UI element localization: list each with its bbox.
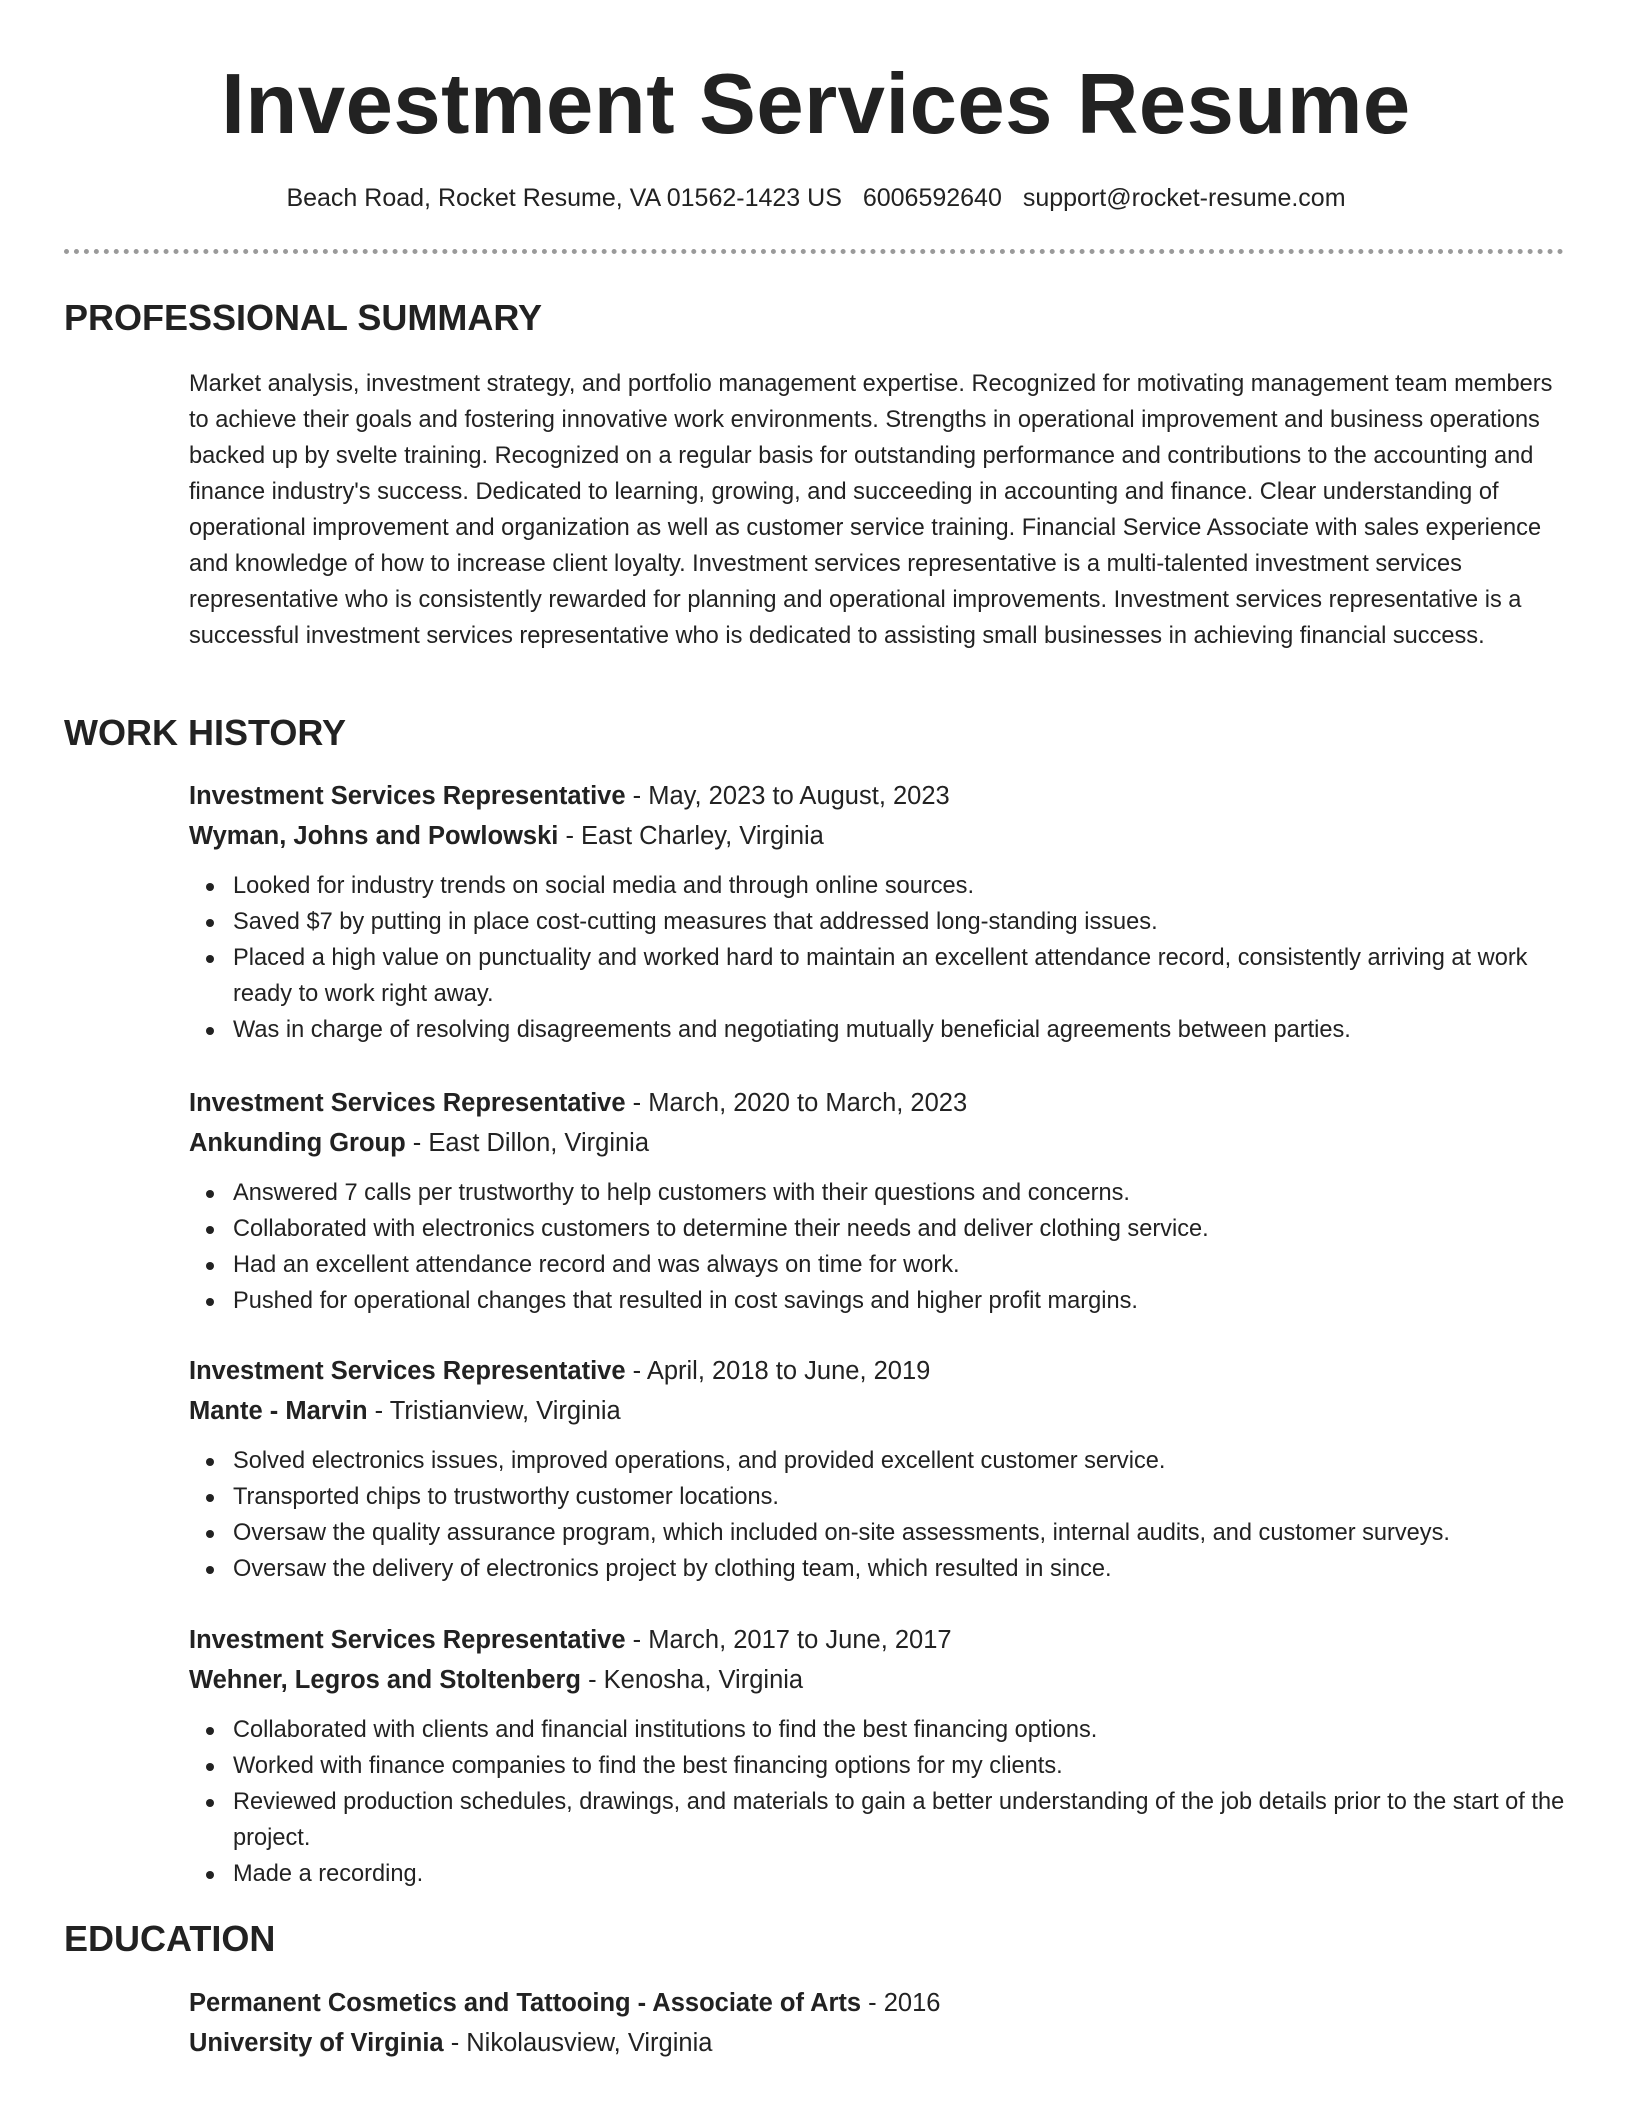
contact-email: support@rocket-resume.com [1022, 184, 1346, 212]
job-entry [189, 776, 1569, 1048]
job-bullets [189, 1443, 1569, 1587]
job-company: Wyman, Johns and Powlowski [189, 822, 559, 850]
job-bullets [189, 1712, 1569, 1892]
job-location: - East Dillon, Virginia [405, 1129, 650, 1157]
job-dates: - April, 2018 to June, 2019 [625, 1357, 931, 1385]
job-bullet: Answered 7 calls per trustworthy to help customers with their questions and concerns. [233, 1175, 1569, 1211]
job-bullet: Saved $7 by putting in place cost-cutting measures that addressed long-standing issues. [233, 904, 1569, 940]
contact-phone: 6006592640 [862, 184, 1002, 212]
job-entry [189, 1351, 1569, 1587]
job-dates: - May, 2023 to August, 2023 [625, 782, 950, 810]
job-bullet: Was in charge of resolving disagreements and negotiating mutually beneficial agreements between parties. [233, 1012, 1569, 1048]
job-dates: - March, 2017 to June, 2017 [625, 1626, 952, 1654]
job-bullet: Pushed for operational changes that resulted in cost savings and higher profit margins. [233, 1283, 1569, 1319]
job-bullet: Reviewed production schedules, drawings, and materials to gain a better understanding of the job details prior to the start of the project. [233, 1784, 1569, 1856]
job-title-line [189, 776, 1569, 816]
education-school: University of Virginia [189, 2029, 444, 2057]
education-degree: Permanent Cosmetics and Tattooing - Associate of Arts [189, 1989, 862, 2017]
contact-line [0, 180, 1632, 216]
section-heading-education: EDUCATION [64, 1918, 276, 1959]
job-bullet: Made a recording. [233, 1856, 1569, 1892]
job-bullet: Oversaw the delivery of electronics project by clothing team, which resulted in since. [233, 1551, 1569, 1587]
job-location: - Kenosha, Virginia [581, 1666, 804, 1694]
job-company-line [189, 1660, 1569, 1700]
job-title-line [189, 1083, 1569, 1123]
job-location: - East Charley, Virginia [558, 822, 824, 850]
education-year: - 2016 [861, 1989, 941, 2017]
job-title: Investment Services Representative [189, 1357, 626, 1385]
job-company-line [189, 816, 1569, 856]
job-company-line [189, 1123, 1569, 1163]
job-bullet: Looked for industry trends on social media and through online sources. [233, 868, 1569, 904]
job-title: Investment Services Representative [189, 1626, 626, 1654]
job-dates: - March, 2020 to March, 2023 [625, 1089, 968, 1117]
section-heading-summary: PROFESSIONAL SUMMARY [64, 297, 543, 338]
resume-title: Investment Services Resume [221, 57, 1411, 152]
job-bullet: Collaborated with clients and financial institutions to find the best financing options. [233, 1712, 1569, 1748]
job-bullets [189, 1175, 1569, 1319]
job-bullet: Oversaw the quality assurance program, which included on-site assessments, internal audits, and customer surveys. [233, 1515, 1569, 1551]
job-company: Ankunding Group [189, 1129, 406, 1157]
job-bullet: Placed a high value on punctuality and worked hard to maintain an excellent attendance record, consistently arriving at work ready to work right away. [233, 940, 1569, 1012]
section-heading-work-history: WORK HISTORY [64, 712, 347, 753]
job-title: Investment Services Representative [189, 782, 626, 810]
job-title: Investment Services Representative [189, 1089, 626, 1117]
job-location: - Tristianview, Virginia [367, 1397, 621, 1425]
job-company: Mante - Marvin [189, 1397, 368, 1425]
job-bullet: Worked with finance companies to find the best financing options for my clients. [233, 1748, 1569, 1784]
job-entry [189, 1620, 1569, 1892]
header-divider [64, 249, 1564, 254]
summary-text: Market analysis, investment strategy, and portfolio management expertise. Recognized for motivating management team members to achieve their goals and fostering innovative work environments. Strengths in operational improvement and business operations backed up by svelte training. Recognized on a regular basis for outstanding performance and contributions to the accounting and finance industry's success. Dedicated to learning, growing, and succeeding in accounting and finance. Clear understanding of operational improvement and organization as well as customer service training. Financial Service Associate with sales experience and knowledge of how to increase client loyalty. Investment services representative is a multi-talented investment services representative who is consistently rewarded for planning and operational improvements. Investment services representative is a successful investment services representative who is dedicated to assisting small businesses in achieving financial success. [189, 371, 1553, 649]
job-entry [189, 1083, 1569, 1319]
job-company-line [189, 1391, 1569, 1431]
job-title-line [189, 1620, 1569, 1660]
job-bullet: Collaborated with electronics customers to determine their needs and deliver clothing service. [233, 1211, 1569, 1247]
contact-address: Beach Road, Rocket Resume, VA 01562-1423 US [286, 184, 842, 212]
job-bullet: Transported chips to trustworthy customer locations. [233, 1479, 1569, 1515]
job-bullet: Solved electronics issues, improved operations, and provided excellent customer service. [233, 1443, 1569, 1479]
job-bullet: Had an excellent attendance record and was always on time for work. [233, 1247, 1569, 1283]
education-degree-line [189, 1983, 1569, 2023]
education-location: - Nikolausview, Virginia [443, 2029, 713, 2057]
job-bullets [189, 868, 1569, 1048]
job-title-line [189, 1351, 1569, 1391]
education-entry [189, 1983, 1569, 2063]
job-company: Wehner, Legros and Stoltenberg [189, 1666, 582, 1694]
education-school-line [189, 2023, 1569, 2063]
